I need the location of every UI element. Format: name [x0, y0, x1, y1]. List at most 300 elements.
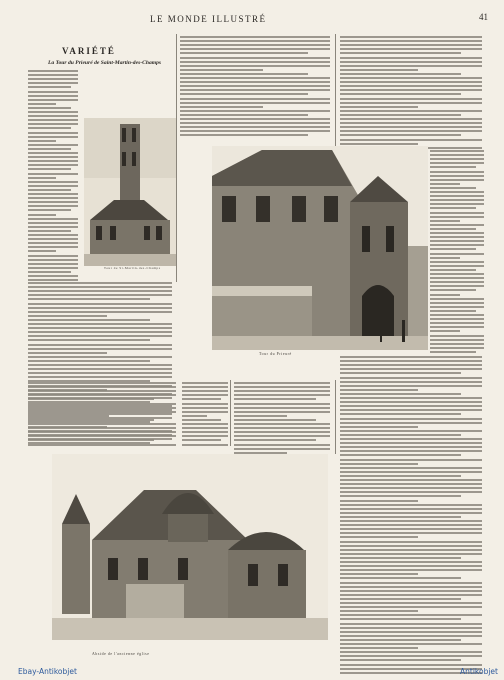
text-line [28, 119, 78, 121]
text-line [28, 423, 176, 425]
text-line [430, 212, 484, 214]
text-line [340, 582, 482, 584]
caption-tour-du-prieure: Tour du Prieuré [259, 352, 292, 356]
text-line [340, 520, 482, 522]
column-rule [230, 380, 231, 446]
text-line [234, 415, 287, 417]
text-line [182, 423, 228, 425]
text-line [430, 335, 484, 337]
text-line [28, 168, 71, 170]
text-line [28, 164, 78, 166]
text-line [28, 115, 78, 117]
text-line [340, 495, 461, 497]
text-line [340, 586, 482, 588]
text-line [234, 444, 330, 446]
text-line [340, 643, 482, 645]
text-line [430, 166, 476, 168]
text-line [340, 405, 482, 407]
text-line [28, 255, 78, 257]
text-line [340, 401, 482, 403]
text-line [28, 246, 78, 248]
text-line [28, 111, 78, 113]
text-line [180, 89, 330, 91]
text-line [430, 183, 460, 185]
text-line [28, 156, 78, 158]
text-line [340, 623, 482, 625]
text-line [430, 318, 484, 320]
text-line [340, 598, 461, 600]
text-line [430, 322, 484, 324]
text-line [340, 61, 482, 63]
text-line [28, 311, 172, 313]
text-line [28, 70, 78, 72]
footer-watermark-left: Ebay-Antikobjet [18, 667, 77, 676]
text-line [182, 390, 228, 392]
text-line [28, 323, 172, 325]
text-line [430, 248, 476, 250]
text-line [340, 545, 482, 547]
text-line [340, 655, 482, 657]
text-line [28, 382, 176, 384]
text-line [28, 181, 78, 183]
text-line [340, 610, 418, 612]
text-line [340, 422, 482, 424]
text-line [430, 150, 484, 152]
text-line [340, 467, 482, 469]
text-line [340, 93, 461, 95]
text-line [28, 368, 172, 370]
text-line [430, 347, 484, 349]
text-line [28, 360, 150, 362]
text-line [340, 134, 461, 136]
text-line [430, 261, 484, 263]
text-line [180, 48, 330, 50]
text-line [430, 314, 484, 316]
text-line [340, 65, 482, 67]
text-line [28, 303, 172, 305]
text-line [28, 177, 56, 179]
text-line [28, 78, 78, 80]
text-line [28, 394, 176, 396]
text-line [430, 171, 484, 173]
text-line [340, 614, 482, 616]
text-line [180, 65, 330, 67]
text-line [28, 294, 172, 296]
text-line [28, 435, 176, 437]
text-line [28, 335, 172, 337]
text-line [234, 390, 330, 392]
text-line [28, 390, 176, 392]
text-line [182, 415, 207, 417]
text-line [340, 459, 482, 461]
text-line [180, 114, 308, 116]
text-line [28, 327, 172, 329]
text-line [28, 411, 176, 413]
text-line [430, 207, 476, 209]
text-line [430, 289, 476, 291]
text-line [28, 431, 176, 433]
text-line [340, 606, 482, 608]
text-line [28, 298, 150, 300]
text-line [430, 244, 484, 246]
text-line [28, 364, 172, 366]
text-line [430, 240, 484, 242]
text-line [430, 257, 460, 259]
text-line [340, 516, 461, 518]
text-line [180, 122, 330, 124]
text-line [340, 602, 482, 604]
text-line [234, 427, 330, 429]
text-line [28, 372, 172, 374]
text-line [340, 40, 482, 42]
text-line [234, 423, 330, 425]
text-line [430, 162, 484, 164]
text-line [340, 487, 482, 489]
text-line [340, 438, 482, 440]
text-line [180, 98, 330, 100]
text-line [430, 175, 484, 177]
text-line [28, 148, 71, 150]
text-line [180, 102, 330, 104]
text-line [182, 444, 228, 446]
text-line [340, 114, 461, 116]
text-line [340, 475, 461, 477]
text-line [28, 152, 78, 154]
text-line [430, 302, 484, 304]
text-line [28, 348, 172, 350]
text-line [340, 500, 418, 502]
text-line [28, 201, 78, 203]
text-line [430, 265, 484, 267]
text-line [340, 446, 482, 448]
text-line [234, 386, 330, 388]
text-line [28, 82, 78, 84]
text-line [182, 403, 228, 405]
text-line [28, 238, 78, 240]
text-line [28, 279, 78, 281]
text-line [340, 389, 418, 391]
text-line [28, 331, 172, 333]
text-line [340, 89, 482, 91]
text-line [180, 134, 308, 136]
text-line [182, 407, 228, 409]
text-line [340, 549, 482, 551]
text-line [234, 403, 330, 405]
text-line [340, 48, 482, 50]
text-line [28, 415, 109, 417]
text-line [430, 228, 476, 230]
text-line [430, 154, 484, 156]
text-line [340, 450, 482, 452]
text-line [430, 326, 484, 328]
text-line [28, 386, 176, 388]
text-line [28, 275, 78, 277]
text-line [180, 106, 263, 108]
text-line [340, 393, 461, 395]
article-title: La Tour du Prieuré de Saint-Martin-des-Champs [48, 60, 162, 66]
text-line [28, 189, 71, 191]
text-line [182, 431, 228, 433]
text-line [28, 197, 78, 199]
text-line [430, 203, 484, 205]
text-line [28, 144, 78, 146]
text-line [340, 557, 461, 559]
column-rule [335, 380, 336, 454]
text-line [430, 191, 484, 193]
text-line [340, 143, 418, 145]
text-line [28, 356, 172, 358]
text-line [340, 454, 461, 456]
text-line [340, 594, 482, 596]
text-line [180, 52, 308, 54]
text-line [182, 386, 228, 388]
text-line [234, 407, 330, 409]
text-line [340, 631, 482, 633]
text-line [340, 36, 482, 38]
text-line [340, 434, 461, 436]
text-line [340, 664, 482, 666]
page-number: 41 [479, 12, 488, 22]
text-line [28, 315, 107, 317]
text-line [340, 110, 482, 112]
text-line [182, 411, 228, 413]
text-line [430, 330, 460, 332]
text-line [340, 73, 461, 75]
text-line [182, 427, 228, 429]
text-line [340, 577, 461, 579]
text-line [340, 364, 482, 366]
text-line [340, 118, 482, 120]
text-line [340, 430, 482, 432]
text-line [28, 250, 56, 252]
text-line [430, 199, 484, 201]
text-line [340, 139, 482, 141]
text-line [234, 394, 330, 396]
text-line [340, 372, 461, 374]
caption-small-tower: Tour de St-Martin-des-Champs [104, 266, 161, 270]
text-line [430, 285, 484, 287]
text-line [430, 195, 484, 197]
text-line [180, 110, 330, 112]
text-line [28, 286, 172, 288]
text-line [28, 222, 78, 224]
text-line [28, 214, 56, 216]
text-line [182, 419, 221, 421]
text-line [182, 382, 228, 384]
text-line [340, 541, 482, 543]
text-line [28, 352, 107, 354]
caption-abside: Abside de l'ancienne église [92, 652, 150, 656]
text-line [340, 491, 482, 493]
text-line [234, 382, 330, 384]
text-line [234, 439, 316, 441]
text-line [28, 271, 71, 273]
text-line [28, 439, 154, 441]
text-line [340, 532, 482, 534]
text-line [340, 618, 461, 620]
text-line [340, 565, 482, 567]
text-line [340, 385, 482, 387]
text-line [340, 561, 482, 563]
text-line [234, 398, 316, 400]
text-line [340, 44, 482, 46]
text-line [430, 306, 484, 308]
text-line [340, 553, 482, 555]
text-line [340, 573, 418, 575]
text-line [340, 397, 482, 399]
text-line [28, 290, 172, 292]
text-line [28, 263, 78, 265]
text-line [234, 435, 330, 437]
engraving-abside [52, 454, 328, 640]
text-line [340, 122, 482, 124]
text-line [180, 44, 330, 46]
text-line [430, 310, 476, 312]
text-line [234, 431, 330, 433]
text-line [180, 69, 263, 71]
text-line [430, 269, 476, 271]
text-line [234, 411, 330, 413]
text-line [182, 435, 228, 437]
text-line [180, 118, 330, 120]
text-line [28, 307, 172, 309]
text-line [340, 504, 482, 506]
text-line [28, 86, 71, 88]
text-line [28, 123, 78, 125]
text-line [340, 77, 482, 79]
text-line [340, 627, 482, 629]
text-line [340, 126, 482, 128]
text-line [28, 95, 78, 97]
text-line [430, 253, 484, 255]
column-rule [176, 34, 177, 282]
text-line [340, 512, 482, 514]
text-line [28, 344, 172, 346]
text-line [28, 444, 176, 446]
text-line [340, 442, 482, 444]
text-line [430, 281, 484, 283]
text-line [28, 403, 176, 405]
text-line [28, 282, 172, 284]
text-line [340, 483, 482, 485]
text-line [340, 130, 482, 132]
text-line [340, 413, 461, 415]
text-line [182, 394, 228, 396]
text-line [340, 81, 482, 83]
text-line [430, 224, 484, 226]
text-line [340, 426, 418, 428]
text-line [180, 77, 330, 79]
footer-watermark-right: Antikobjet [460, 667, 498, 676]
text-line [28, 209, 71, 211]
text-line [340, 356, 482, 358]
text-line [28, 107, 71, 109]
text-line [340, 57, 482, 59]
text-line [340, 85, 482, 87]
text-line [340, 98, 482, 100]
text-line [28, 99, 78, 101]
text-line [340, 360, 482, 362]
text-line [182, 398, 221, 400]
text-line [340, 418, 482, 420]
text-line [430, 187, 476, 189]
text-line [28, 173, 78, 175]
running-head: LE MONDE ILLUSTRÉ [150, 14, 267, 24]
text-line [28, 74, 78, 76]
text-line [430, 298, 484, 300]
text-line [340, 651, 482, 653]
text-line [28, 103, 56, 105]
text-line [180, 85, 330, 87]
text-line [430, 277, 484, 279]
text-line [340, 471, 482, 473]
text-line [28, 419, 154, 421]
text-line [28, 218, 78, 220]
section-title: VARIÉTÉ [62, 46, 116, 56]
text-line [430, 236, 484, 238]
text-line [340, 377, 482, 379]
text-line [28, 242, 78, 244]
text-line [430, 158, 484, 160]
text-line [234, 419, 316, 421]
text-line [430, 179, 484, 181]
text-line [340, 69, 418, 71]
text-line [340, 647, 418, 649]
text-line [180, 57, 330, 59]
text-line [430, 294, 460, 296]
text-line [28, 140, 56, 142]
text-line [340, 508, 482, 510]
text-line [180, 73, 308, 75]
text-line [430, 220, 460, 222]
text-line [180, 40, 330, 42]
text-line [340, 536, 418, 538]
text-line [28, 127, 71, 129]
text-line [180, 93, 308, 95]
text-line [430, 232, 484, 234]
text-line [28, 376, 172, 378]
text-line [430, 339, 484, 341]
text-line [340, 528, 482, 530]
text-line [340, 590, 482, 592]
text-line [340, 106, 418, 108]
text-line [180, 126, 330, 128]
text-line [28, 205, 78, 207]
text-line [340, 368, 482, 370]
text-line [340, 635, 482, 637]
engraving-small-tower [84, 118, 176, 266]
text-line [180, 36, 330, 38]
text-line [28, 226, 78, 228]
text-line [340, 381, 482, 383]
text-line [180, 81, 330, 83]
text-line [28, 234, 78, 236]
text-line [28, 185, 78, 187]
text-line [340, 409, 482, 411]
text-line [28, 91, 78, 93]
text-line [28, 407, 176, 409]
text-line [182, 439, 221, 441]
text-line [28, 160, 78, 162]
text-line [340, 569, 482, 571]
text-line [28, 398, 154, 400]
text-line [430, 343, 484, 345]
text-line [340, 659, 461, 661]
text-line [430, 351, 476, 353]
text-line [340, 463, 418, 465]
text-line [180, 61, 330, 63]
text-line [28, 136, 78, 138]
